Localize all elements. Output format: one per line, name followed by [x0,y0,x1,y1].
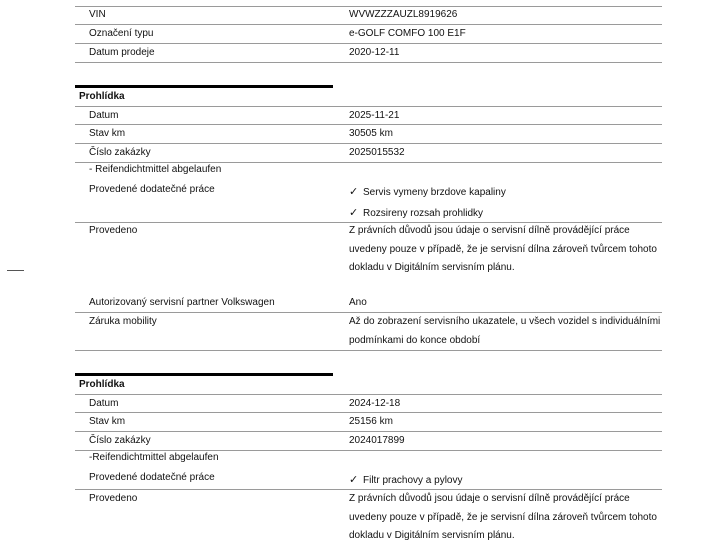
sale-date-label: Datum prodeje [89,47,155,58]
row-mobility [75,313,662,351]
works-label: Provedené dodatečné práce [89,184,215,195]
row-order [75,432,662,451]
row-done [75,490,662,560]
section-title: Prohlídka [79,91,125,102]
date-value: 2025-11-21 [349,110,400,121]
row-works [75,181,662,223]
check-icon: ✓ [349,186,359,198]
done-label: Provedeno [89,493,138,504]
row-sale-date [75,44,662,63]
order-value: 2024017899 [349,435,405,446]
check-icon: ✓ [349,474,359,486]
km-value: 30505 km [349,128,393,139]
vin-label: VIN [89,9,106,20]
margin-mark [7,270,24,271]
date-label: Datum [89,110,119,121]
type-label: Označení typu [89,28,154,39]
row-order [75,144,662,163]
works-label: Provedené dodatečné práce [89,472,215,483]
work-item [349,182,506,203]
work-item [349,203,506,224]
section-title-row [75,375,662,395]
section-title-row [75,87,662,107]
vin-value: WVWZZZAUZL8919626 [349,9,458,20]
date-label: Datum [89,398,119,409]
partner-value: Ano [349,297,367,308]
order-label: Číslo zakázky [89,435,151,446]
work-item [349,470,462,491]
check-icon: ✓ [349,207,359,219]
done-label: Provedeno [89,225,138,236]
row-date [75,395,662,413]
section-title: Prohlídka [79,379,125,390]
row-vin [75,6,662,25]
row-done [75,222,662,294]
work-item-label: Servis vymeny brzdove kapaliny [363,187,506,198]
row-works [75,469,662,490]
works-list [349,182,506,224]
type-value: e-GOLF COMFO 100 E1F [349,28,466,39]
row-partner [75,294,662,313]
done-value: Z právních důvodů jsou údaje o servisní dílně provádějící práce uvedeny pouze v případě, že je servisní dílna zároveň tvůrcem tohoto dokladu v Digitálním servisním plánu. [349,493,657,541]
order-value: 2025015532 [349,147,405,158]
order-label: Číslo zakázky [89,147,151,158]
note-text: - Reifendichtmittel abgelaufen [89,164,222,175]
row-km [75,125,662,144]
partner-label: Autorizovaný servisní partner Volkswagen [89,297,275,308]
mobility-label: Záruka mobility [89,316,157,327]
row-km [75,413,662,432]
row-type [75,25,662,44]
done-value: Z právních důvodů jsou údaje o servisní dílně provádějící práce uvedeny pouze v případě, že je servisní dílna zároveň tvůrcem tohoto dokladu v Digitálním servisním plánu. [349,225,657,273]
km-label: Stav km [89,416,126,427]
work-item-label: Filtr prachovy a pylovy [363,475,463,486]
date-value: 2024-12-18 [349,398,401,409]
note-text: -Reifendichtmittel abgelaufen [89,452,219,463]
mobility-value: Až do zobrazení servisního ukazatele, u všech vozidel s individuálními podmínkami do konce období [349,316,661,346]
row-date [75,107,662,125]
sale-date-value: 2020-12-11 [349,47,400,58]
work-item-label: Rozsireny rozsah prohlidky [363,208,484,219]
km-label: Stav km [89,128,126,139]
works-list [349,470,462,491]
km-value: 25156 km [349,416,393,427]
